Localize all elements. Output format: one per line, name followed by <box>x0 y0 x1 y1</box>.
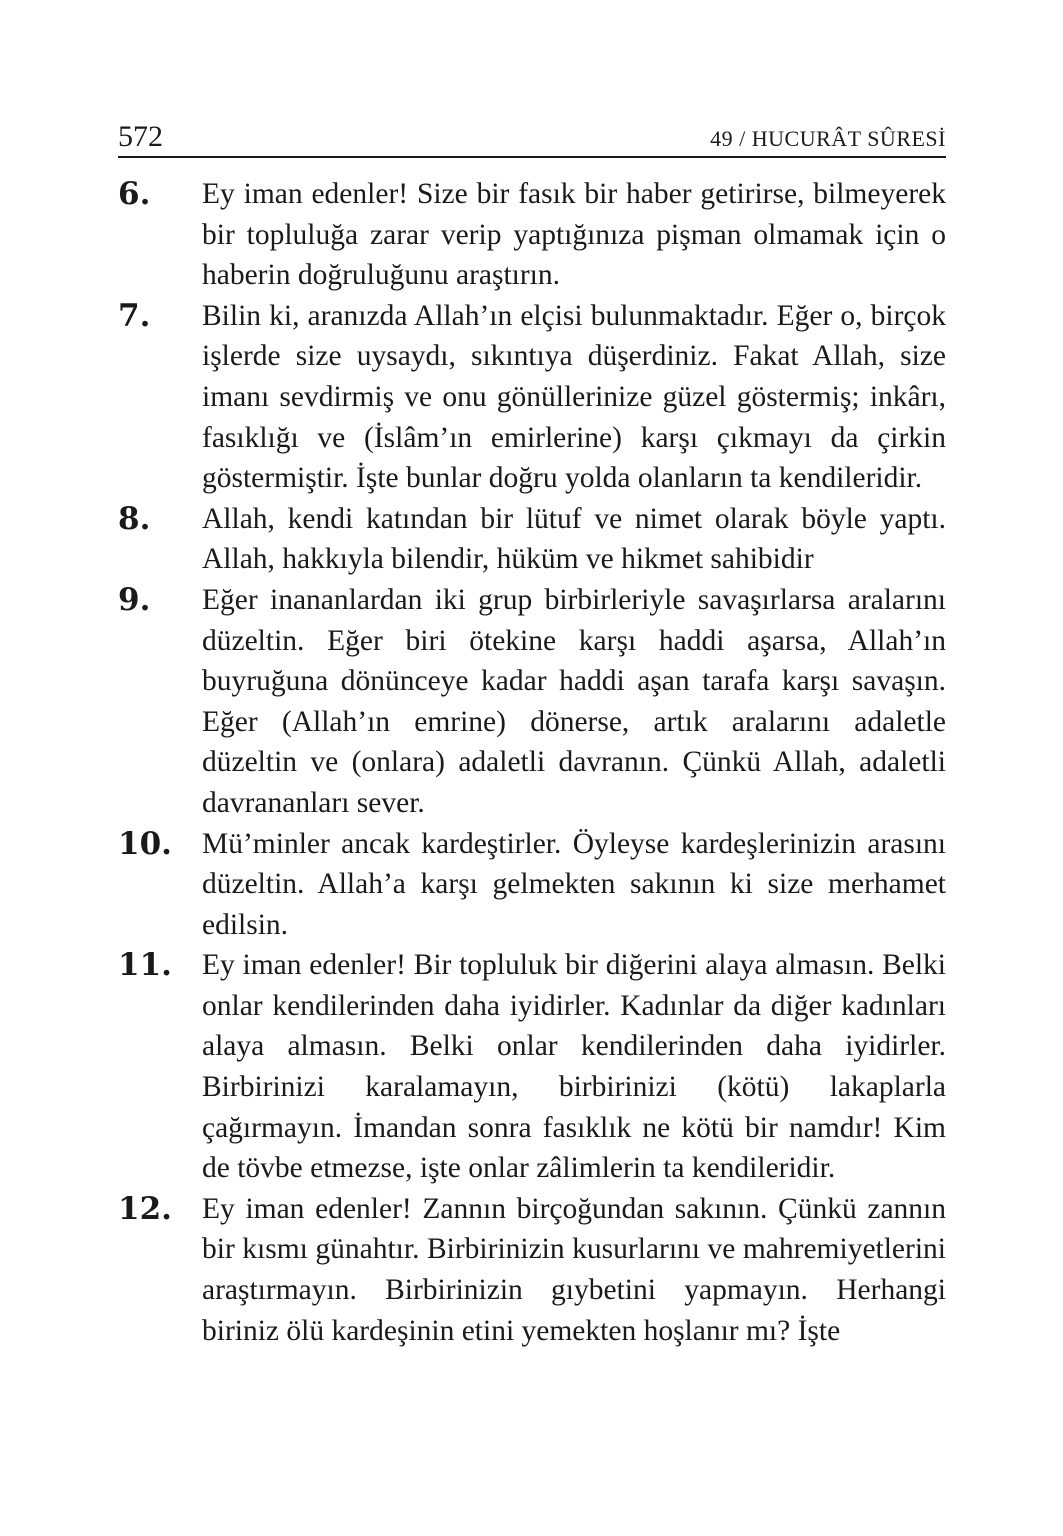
verse-text: Ey iman edenler! Size bir fasık bir haber getirirse, bilmeyerek bir topluluğa zarar verip yaptığınıza pişman olmamak için o haberin doğruluğunu araştırın. <box>202 178 946 292</box>
verse-10 <box>118 824 946 946</box>
verse-number: 10. <box>118 825 172 862</box>
verse-text: Mü’minler ancak kardeştirler. Öyleyse kardeşlerinizin arasını düzeltin. Allah’a karşı gelmekten sakının ki size merhamet edilsin. <box>202 827 946 941</box>
verse-8 <box>118 499 946 580</box>
verse-12 <box>118 1189 946 1351</box>
verse-text: Ey iman edenler! Bir topluluk bir diğerini alaya almasın. Belki onlar kendilerinden daha iyidirler. Kadınlar da diğer kadınları alaya almasın. Belki onlar kendilerinden daha iyidirler. Birbirinizi karalamayın, birbirinizi (kötü) lakaplarla çağırmayın. İmandan sonra fasıklık ne kötü bir namdır! Kim de tövbe etmezse, işte onlar zâlimlerin ta kendileridir. <box>202 949 946 1185</box>
verse-number: 12. <box>118 1190 172 1227</box>
verse-6 <box>118 174 946 296</box>
verse-7 <box>118 296 946 499</box>
running-title: 49 / HUCURÂT SÛRESİ <box>710 126 946 151</box>
verse-number: 6. <box>118 176 151 212</box>
verse-text: Ey iman edenler! Zannın birçoğundan sakının. Çünkü zannın bir kısmı günahtır. Birbirinizin kusurlarını ve mahremiyetlerini araştırmayın. Birbirinizin gıybetini yapmayın. Herhangi biriniz ölü kardeşinin etini yemekten hoşlanır mı? İşte <box>202 1192 946 1347</box>
verse-9 <box>118 580 946 824</box>
verse-text: Eğer inananlardan iki grup birbirleriyle savaşırlarsa aralarını düzeltin. Eğer biri ötekine karşı haddi aşarsa, Allah’ın buyruğuna dönünceye kadar haddi aşan tarafa karşı savaşın. Eğer (Allah’ın emrine) dönerse, artık aralarını adaletle düzeltin ve (onlara) adaletli davranın. Çünkü Allah, adaletli davrananları sever. <box>202 583 946 819</box>
page-header <box>118 118 946 158</box>
verse-number: 9. <box>118 581 151 618</box>
verse-text: Bilin ki, aranızda Allah’ın elçisi bulunmaktadır. Eğer o, birçok işlerde size uysaydı, sıkıntıya düşerdiniz. Fakat Allah, size imanı sevdirmiş ve onu gönüllerinize güzel göstermiş; inkârı, fasıklığı ve (İslâm’ın emirlerine) karşı çıkmayı da çirkin göstermiştir. İşte bunlar doğru yolda olanların ta kendileridir. <box>202 299 946 495</box>
verse-number: 7. <box>118 297 151 334</box>
verse-11 <box>118 945 946 1189</box>
verse-number: 11. <box>118 947 172 984</box>
verse-text: Allah, kendi katından bir lütuf ve nimet olarak böyle yaptı. Allah, hakkıyla bilendir, hüküm ve hikmet sahibidir <box>202 502 946 576</box>
verse-list <box>118 174 946 1351</box>
book-page <box>118 118 946 1351</box>
page-number: 572 <box>118 120 163 153</box>
verse-number: 8. <box>118 500 151 537</box>
